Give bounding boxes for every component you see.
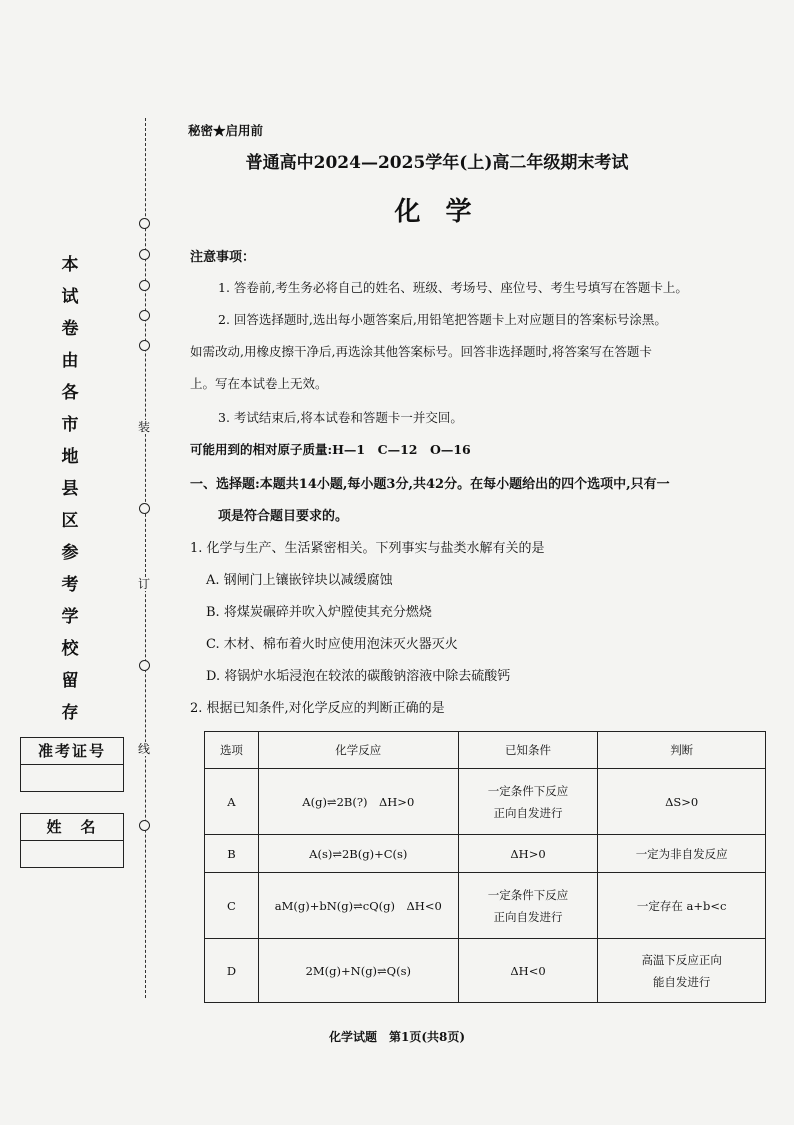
binding-hole: [139, 310, 150, 321]
name-box: [20, 813, 124, 868]
name-label: 姓 名: [21, 814, 123, 841]
row-condition: ΔH>0: [458, 835, 598, 873]
binding-hole: [139, 660, 150, 671]
row-judgment: 一定存在 a+b<c: [598, 873, 766, 939]
judgment-line: 高温下反应正向: [641, 952, 722, 967]
table-row: [205, 873, 766, 939]
exam-title: 普通高中2024—2025学年(上)高二年级期末考试: [245, 153, 629, 173]
notice-char: 参: [61, 543, 79, 563]
notice-char: 地: [61, 447, 79, 467]
table-row: [205, 769, 766, 835]
section-intro-cont: 项是符合题目要求的。: [218, 509, 349, 524]
q1-option-d: D. 将锅炉水垢浸泡在较浓的碳酸钠溶液中除去硫酸钙: [206, 669, 511, 684]
notice-item-2-end: 上。写在本试卷上无效。: [190, 376, 328, 391]
binding-hole: [139, 820, 150, 831]
name-field[interactable]: [21, 841, 123, 867]
q1-option-c: C. 木材、棉布着火时应使用泡沫灭火器灭火: [206, 637, 458, 652]
row-condition: [458, 873, 598, 939]
row-reaction: A(g)⇌2B(?) ΔH>0: [258, 769, 458, 835]
notice-char: 留: [61, 671, 79, 691]
notice-char: 校: [61, 639, 79, 659]
exam-id-label: 准考证号: [21, 738, 123, 765]
header-reaction: 化学反应: [258, 732, 458, 769]
q2-stem: 2. 根据已知条件,对化学反应的判断正确的是: [190, 701, 445, 716]
notice-char: 区: [61, 511, 79, 531]
atomic-mass: 可能用到的相对原子质量:H—1 C—12 O—16: [190, 442, 471, 457]
binding-char: 装: [138, 420, 151, 434]
row-judgment: 一定为非自发反应: [598, 835, 766, 873]
q2-table: [204, 731, 766, 1003]
header-condition: 已知条件: [458, 732, 598, 769]
notice-item-2-cont: 如需改动,用橡皮擦干净后,再选涂其他答案标号。回答非选择题时,将答案写在答题卡: [190, 344, 652, 359]
row-reaction: A(s)⇌2B(g)+C(s): [258, 835, 458, 873]
notice-char: 卷: [61, 319, 79, 339]
table-row: [205, 939, 766, 1003]
notice-item-3: 3. 考试结束后,将本试卷和答题卡一并交回。: [218, 410, 463, 425]
binding-char: 线: [138, 742, 151, 756]
notice-char: 存: [61, 703, 79, 723]
binding-hole: [139, 249, 150, 260]
row-option: A: [205, 769, 259, 835]
judgment-line: 能自发进行: [652, 974, 711, 989]
notice-char: 由: [61, 351, 79, 371]
secret-mark: 秘密★启用前: [188, 123, 264, 138]
binding-char: 订: [138, 577, 151, 591]
row-judgment: [598, 939, 766, 1003]
binding-hole: [139, 503, 150, 514]
condition-line: 一定条件下反应: [487, 887, 569, 902]
notice-char: 各: [61, 383, 79, 403]
exam-id-field[interactable]: [21, 765, 123, 791]
notice-char: 试: [61, 287, 79, 307]
header-option: 选项: [205, 732, 259, 769]
binding-hole: [139, 340, 150, 351]
row-condition: ΔH<0: [458, 939, 598, 1003]
row-condition: [458, 769, 598, 835]
q1-stem: 1. 化学与生产、生活紧密相关。下列事实与盐类水解有关的是: [190, 541, 545, 556]
notice-item-1: 1. 答卷前,考生务必将自己的姓名、班级、考场号、座位号、考生号填写在答题卡上。: [218, 280, 688, 295]
notice-char: 县: [61, 479, 79, 499]
section-intro: 一、选择题:本题共14小题,每小题3分,共42分。在每小题给出的四个选项中,只有一: [190, 477, 670, 492]
notice-item-2: 2. 回答选择题时,选出每小题答案后,用铅笔把答题卡上对应题目的答案标号涂黑。: [218, 312, 667, 327]
header-judgment: 判断: [598, 732, 766, 769]
table-header-row: [205, 732, 766, 769]
row-option: C: [205, 873, 259, 939]
row-reaction: 2M(g)+N(g)⇌Q(s): [258, 939, 458, 1003]
page-footer: 化学试题 第1页(共8页): [328, 1030, 466, 1044]
subject-title: 化 学: [394, 197, 480, 227]
notice-char: 本: [61, 255, 79, 275]
notice-title: 注意事项：: [190, 250, 256, 265]
exam-id-box: [20, 737, 124, 792]
notice-char: 考: [61, 575, 79, 595]
row-judgment: ΔS>0: [598, 769, 766, 835]
notice-char: 市: [61, 415, 79, 435]
binding-hole: [139, 280, 150, 291]
q1-option-b: B. 将煤炭碾碎并吹入炉膛使其充分燃烧: [206, 605, 432, 620]
row-option: D: [205, 939, 259, 1003]
condition-line: 一定条件下反应: [487, 783, 569, 798]
notice-char: 学: [61, 607, 79, 627]
row-option: B: [205, 835, 259, 873]
condition-line: 正向自发进行: [493, 805, 563, 820]
table-row: [205, 835, 766, 873]
q1-option-a: A. 钢闸门上镶嵌锌块以减缓腐蚀: [206, 573, 393, 588]
condition-line: 正向自发进行: [493, 909, 563, 924]
row-reaction: aM(g)+bN(g)⇌cQ(g) ΔH<0: [258, 873, 458, 939]
